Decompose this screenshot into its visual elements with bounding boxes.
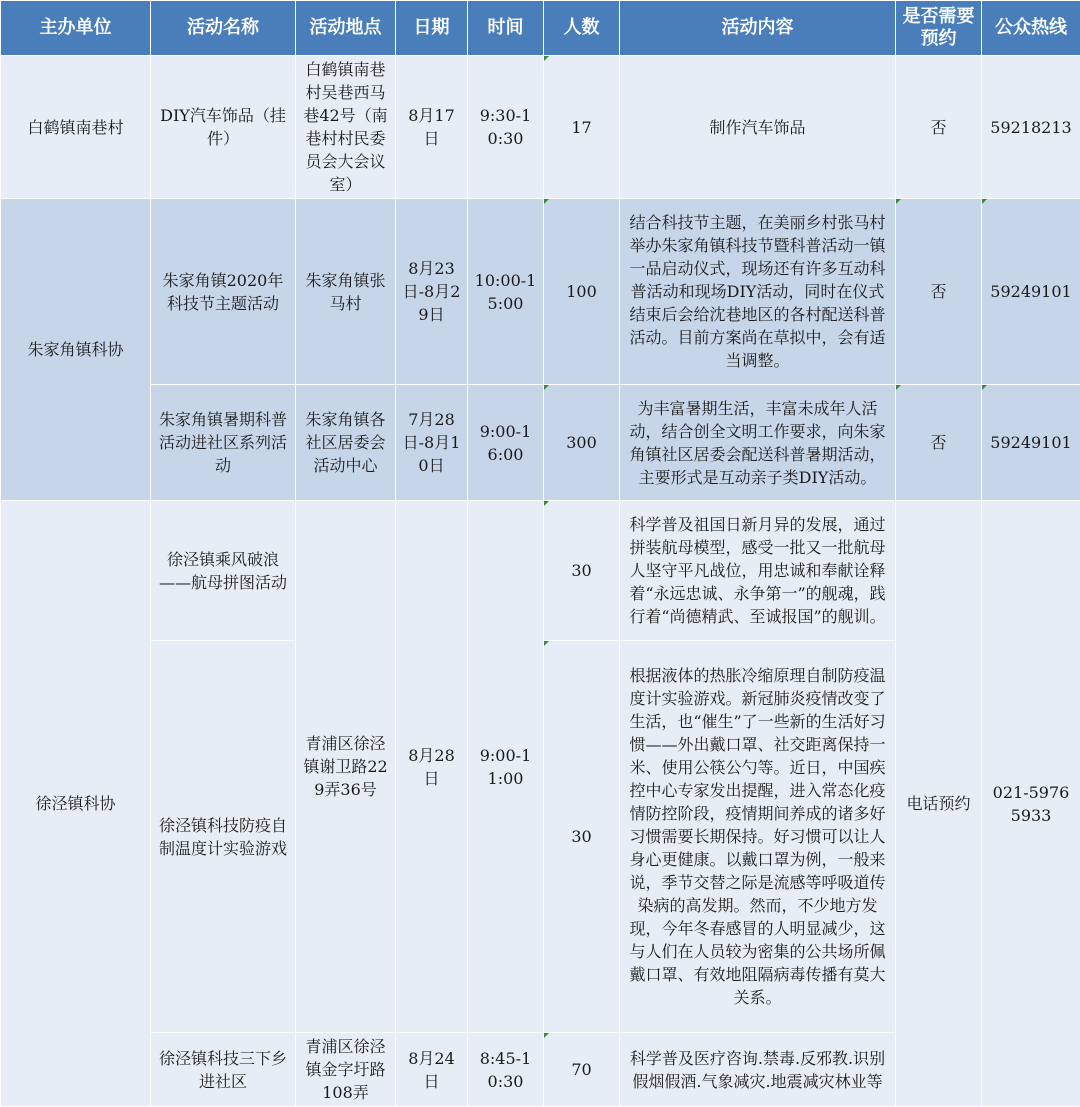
location-cell: 朱家角镇张马村 [296, 199, 396, 385]
location-cell: 白鹤镇南巷村吴巷西马巷42号（南巷村村民委员会大会议室） [296, 56, 396, 199]
reserve-cell: 否 [896, 385, 982, 501]
reserve-cell: 电话预约 [896, 501, 982, 1107]
header-name: 活动名称 [151, 1, 296, 56]
content-cell: 科学普及医疗咨询.禁毒.反邪教.识别假烟假酒.气象减灾.地震减灾林业等 [620, 1033, 896, 1107]
activity-name-cell: 朱家角镇2020年科技节主题活动 [151, 199, 296, 385]
hotline-cell: 021-59765933 [982, 501, 1080, 1107]
header-hotline: 公众热线 [982, 1, 1080, 56]
location-cell: 朱家角镇各社区居委会活动中心 [296, 385, 396, 501]
count-cell: 17 [544, 56, 620, 199]
activity-name-cell: DIY汽车饰品（挂件） [151, 56, 296, 199]
header-reserve: 是否需要预约 [896, 1, 982, 56]
header-date: 日期 [396, 1, 468, 56]
count-cell: 300 [544, 385, 620, 501]
content-cell: 为丰富暑期生活，丰富未成年人活动，结合创全文明工作要求，向朱家角镇社区居委会配送科普暑期活动，主要形式是互动亲子类DIY活动。 [620, 385, 896, 501]
activity-name-cell: 徐泾镇科技三下乡进社区 [151, 1033, 296, 1107]
time-cell: 9:30-10:30 [468, 56, 544, 199]
reserve-cell: 否 [896, 199, 982, 385]
hotline-cell: 59249101 [982, 199, 1080, 385]
group-zhujiajiao [1, 199, 1080, 501]
time-cell: 9:00-11:00 [468, 501, 544, 1033]
group-baihe [1, 56, 1080, 199]
date-cell: 8月24日 [396, 1033, 468, 1107]
count-cell: 30 [544, 641, 620, 1033]
content-cell: 制作汽车饰品 [620, 56, 896, 199]
table-row [1, 501, 1080, 641]
count-cell: 70 [544, 1033, 620, 1107]
table-row [1, 56, 1080, 199]
date-cell: 8月17日 [396, 56, 468, 199]
date-cell: 8月28日 [396, 501, 468, 1033]
host-cell: 白鹤镇南巷村 [1, 56, 151, 199]
header-time: 时间 [468, 1, 544, 56]
header-place: 活动地点 [296, 1, 396, 56]
table-row [1, 385, 1080, 501]
content-cell: 根据液体的热胀冷缩原理自制防疫温度计实验游戏。新冠肺炎疫情改变了生活，也“催生”了一些新的生活好习惯——外出戴口罩、社交距离保持一米、使用公筷公勺等。近日，中国疾控中心专家发出提醒，进入常态化疫情防控阶段，疫情期间养成的诸多好习惯需要长期保持。好习惯可以让人身心更健康。以戴口罩为例，一般来说，季节交替之际是流感等呼吸道传染病的高发期。然而，不少地方发现，今年冬春感冒的人明显减少，这与人们在人员较为密集的公共场所佩戴口罩、有效地阻隔病毒传播有莫大关系。 [620, 641, 896, 1033]
time-cell: 9:00-16:00 [468, 385, 544, 501]
activity-name-cell: 徐泾镇乘风破浪——航母拼图活动 [151, 501, 296, 641]
table-row [1, 199, 1080, 385]
date-cell: 8月23日-8月29日 [396, 199, 468, 385]
header-content: 活动内容 [620, 1, 896, 56]
hotline-cell: 59249101 [982, 385, 1080, 501]
time-cell: 10:00-15:00 [468, 199, 544, 385]
time-cell: 8:45-10:30 [468, 1033, 544, 1107]
reserve-cell: 否 [896, 56, 982, 199]
hotline-cell: 59218213 [982, 56, 1080, 199]
header-row [1, 1, 1080, 56]
group-xujing [1, 501, 1080, 1107]
content-cell: 结合科技节主题，在美丽乡村张马村举办朱家角镇科技节暨科普活动一镇一品启动仪式，现场还有许多互动科普活动和现场DIY活动，同时在仪式结束后会给沈巷地区的各村配送科普活动。目前方案尚在草拟中，会有适当调整。 [620, 199, 896, 385]
host-cell: 朱家角镇科协 [1, 199, 151, 501]
content-cell: 科学普及祖国日新月异的发展，通过拼装航母模型，感受一批又一批航母人坚守平凡战位，用忠诚和奉献诠释着“永远忠诚、永争第一”的舰魂，践行着“尚德精武、至诚报国”的舰训。 [620, 501, 896, 641]
host-cell: 徐泾镇科协 [1, 501, 151, 1107]
header-count: 人数 [544, 1, 620, 56]
count-cell: 30 [544, 501, 620, 641]
activity-name-cell: 朱家角镇暑期科普活动进社区系列活动 [151, 385, 296, 501]
count-cell: 100 [544, 199, 620, 385]
activity-name-cell: 徐泾镇科技防疫自制温度计实验游戏 [151, 641, 296, 1033]
location-cell: 青浦区徐泾镇谢卫路229弄36号 [296, 501, 396, 1033]
date-cell: 7月28日-8月10日 [396, 385, 468, 501]
header-host: 主办单位 [1, 1, 151, 56]
location-cell: 青浦区徐泾镇金字圩路108弄 [296, 1033, 396, 1107]
